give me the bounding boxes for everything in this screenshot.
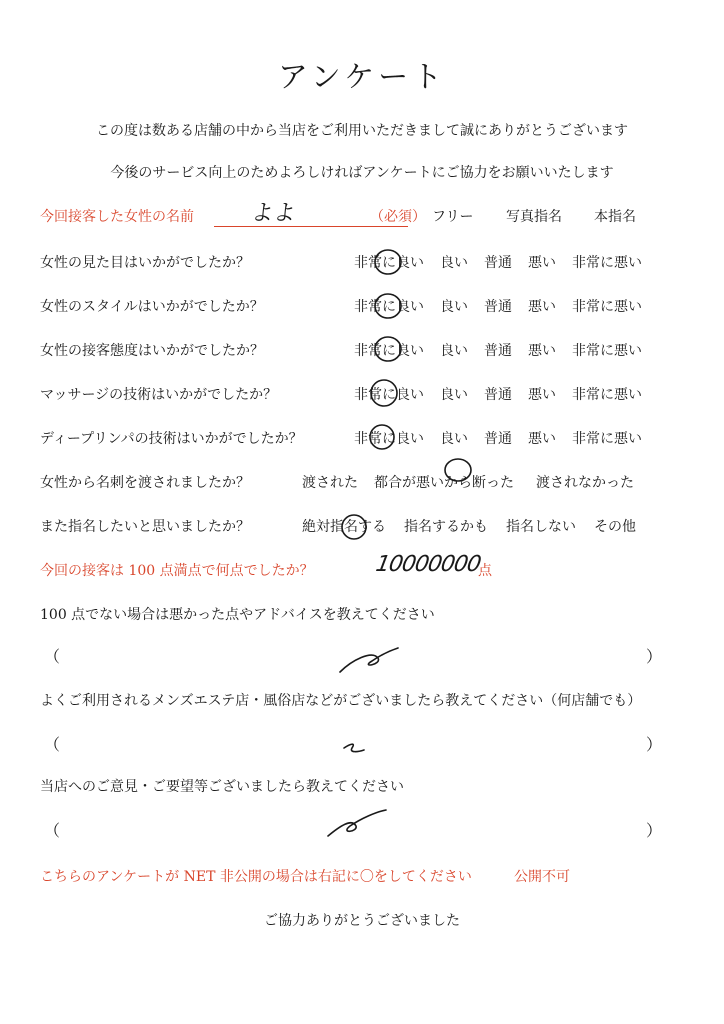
renominate-question: また指名したいと思いましたか？	[40, 519, 250, 535]
name-option-regular[interactable]: 本指名	[594, 209, 636, 225]
page-title: アンケート	[277, 60, 447, 95]
scribble-answer-2	[344, 744, 364, 751]
renominate-option-definitely[interactable]: 絶対指名する	[302, 519, 386, 535]
rating-4-average[interactable]: 普通	[484, 387, 512, 403]
rating-2-average[interactable]: 普通	[484, 299, 512, 315]
renominate-option-maybe[interactable]: 指名するかも	[404, 519, 488, 535]
rating-3-very-good[interactable]: 非常に良い	[354, 343, 424, 359]
scribble-answer-1	[340, 648, 398, 672]
card-option-declined[interactable]: 都合が悪いから断った	[374, 475, 514, 491]
rating-4-bad[interactable]: 悪い	[528, 387, 556, 403]
rating-1-good[interactable]: 良い	[440, 255, 468, 271]
renominate-option-other[interactable]: その他	[594, 519, 636, 535]
name-underline	[214, 226, 408, 227]
rating-1-very-bad[interactable]: 非常に悪い	[572, 255, 642, 271]
rating-5-very-good[interactable]: 非常に良い	[354, 431, 424, 447]
answer-2-open-paren: （	[44, 735, 61, 754]
rating-2-very-bad[interactable]: 非常に悪い	[572, 299, 642, 315]
rating-2-bad[interactable]: 悪い	[528, 299, 556, 315]
answer-1-open-paren: （	[44, 647, 61, 666]
answer-1-close-paren: ）	[646, 647, 663, 666]
free-question-3: 当店へのご意見・ご要望等ございましたら教えてください	[40, 779, 404, 795]
free-question-2: よくご利用されるメンズエステ店・風俗店などがございましたら教えてください（何店舗でも）	[40, 693, 642, 709]
rating-question-2: 女性のスタイルはいかがでしたか？	[40, 299, 264, 315]
score-unit: 点	[478, 563, 492, 579]
rating-4-very-bad[interactable]: 非常に悪い	[572, 387, 642, 403]
rating-4-very-good[interactable]: 非常に良い	[354, 387, 424, 403]
name-option-free[interactable]: フリー	[432, 209, 474, 225]
rating-4-good[interactable]: 良い	[440, 387, 468, 403]
scribble-answer-3	[328, 810, 386, 836]
rating-5-very-bad[interactable]: 非常に悪い	[572, 431, 642, 447]
name-required: （必須）	[370, 209, 426, 225]
answer-2-close-paren: ）	[646, 735, 663, 754]
rating-question-1: 女性の見た目はいかがでしたか？	[40, 255, 250, 271]
answer-3-open-paren: （	[44, 821, 61, 840]
rating-5-good[interactable]: 良い	[440, 431, 468, 447]
net-option-private[interactable]: 公開不可	[514, 869, 570, 885]
rating-2-very-good[interactable]: 非常に良い	[354, 299, 424, 315]
rating-1-average[interactable]: 普通	[484, 255, 512, 271]
intro-line-1: この度は数ある店舗の中から当店をご利用いただきまして誠にありがとうございます	[96, 123, 628, 139]
rating-3-good[interactable]: 良い	[440, 343, 468, 359]
rating-3-average[interactable]: 普通	[484, 343, 512, 359]
name-value[interactable]: よよ	[249, 201, 298, 226]
rating-2-good[interactable]: 良い	[440, 299, 468, 315]
card-option-received[interactable]: 渡された	[302, 475, 358, 491]
rating-5-average[interactable]: 普通	[484, 431, 512, 447]
closing-message: ご協力ありがとうございました	[264, 913, 460, 929]
rating-3-bad[interactable]: 悪い	[528, 343, 556, 359]
name-option-photo[interactable]: 写真指名	[506, 209, 562, 225]
rating-3-very-bad[interactable]: 非常に悪い	[572, 343, 642, 359]
rating-5-bad[interactable]: 悪い	[528, 431, 556, 447]
rating-question-5: ディープリンパの技術はいかがでしたか？	[40, 431, 303, 447]
intro-line-2: 今後のサービス向上のためよろしければアンケートにご協力をお願いいたします	[110, 165, 614, 181]
card-option-not-received[interactable]: 渡されなかった	[536, 475, 634, 491]
net-label: こちらのアンケートが NET 非公開の場合は右記に〇をしてください	[40, 869, 472, 885]
rating-question-4: マッサージの技術はいかがでしたか？	[40, 387, 278, 403]
name-label: 今回接客した女性の名前	[40, 209, 194, 225]
answer-3-close-paren: ）	[646, 821, 663, 840]
rating-question-3: 女性の接客態度はいかがでしたか？	[40, 343, 264, 359]
rating-1-bad[interactable]: 悪い	[528, 255, 556, 271]
card-question: 女性から名刺を渡されましたか？	[40, 475, 250, 491]
rating-1-very-good[interactable]: 非常に良い	[354, 255, 424, 271]
score-value[interactable]: 10000000	[373, 552, 483, 577]
renominate-option-no[interactable]: 指名しない	[506, 519, 576, 535]
free-question-1: 100 点でない場合は悪かった点やアドバイスを教えてください	[40, 607, 435, 623]
score-label: 今回の接客は 100 点満点で何点でしたか？	[40, 563, 314, 579]
